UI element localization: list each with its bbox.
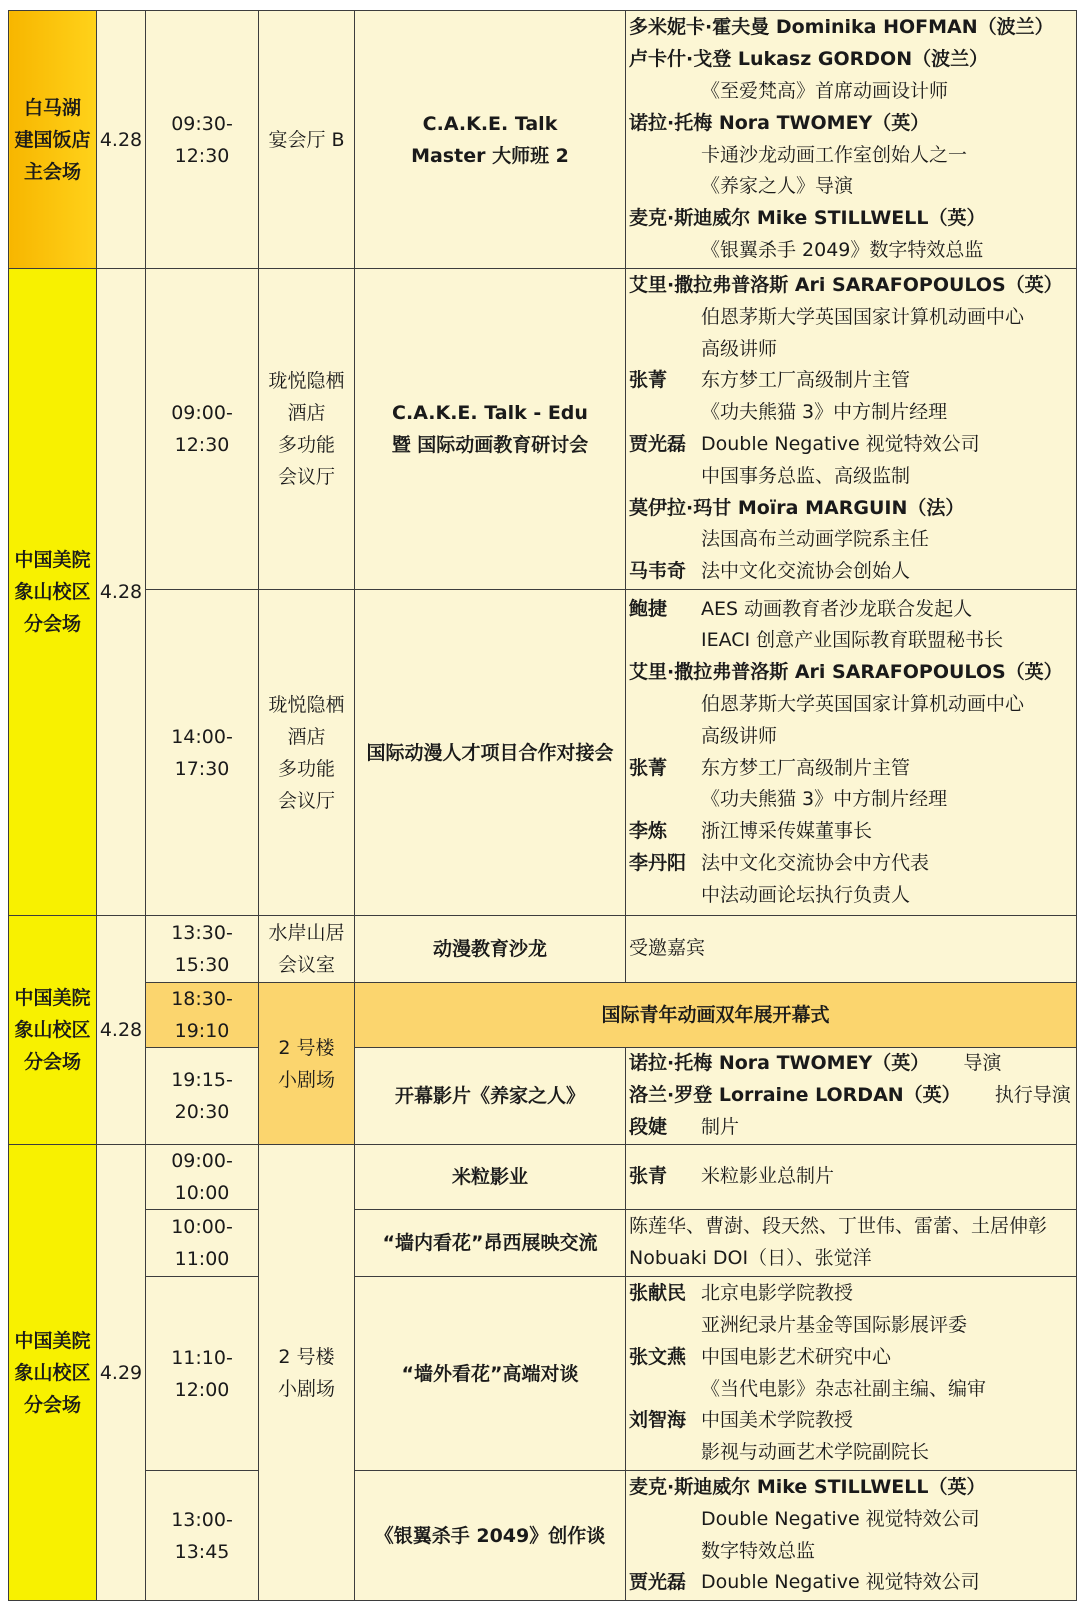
person-line <box>629 556 1076 588</box>
cell-text: 11:10-12:00 <box>171 1346 233 1401</box>
person-line <box>629 140 1076 172</box>
person-name: 马韦奇 <box>629 560 687 583</box>
person-name: 段婕 <box>629 1115 668 1138</box>
schedule-row <box>9 1145 1077 1210</box>
venue-cell <box>9 1145 97 1601</box>
person-detail: IEACI 创意产业国际教育联盟秘书长 <box>701 629 1004 652</box>
cell-text: 4.28 <box>99 1019 143 1041</box>
cell-text: 13:30-15:30 <box>171 922 233 976</box>
person-detail: 高级讲师 <box>701 724 778 747</box>
schedule-row <box>9 1471 1077 1601</box>
cell-text: “墙内看花”昂西展映交流 <box>382 1232 598 1254</box>
cell-text: 多功能 <box>277 757 335 780</box>
person-detail: 《养家之人》导演 <box>701 175 854 198</box>
cell-text: 国际动漫人才项目合作对接会 <box>366 741 614 764</box>
cell-text: 小剧场 <box>277 1068 335 1091</box>
person-detail: 北京电影学院教授 <box>701 1282 854 1305</box>
person-line <box>629 203 1076 235</box>
person-name: 张菁 <box>629 756 668 779</box>
person-detail: 法中文化交流协会创始人 <box>701 560 911 583</box>
person-name: 诺拉·托梅 Nora TWOMEY（英） <box>629 1052 930 1075</box>
person-line <box>629 108 1076 140</box>
date-cell <box>97 916 146 1145</box>
people-cell <box>626 590 1077 916</box>
cell-text: 中国美院 <box>14 1329 91 1352</box>
person-name: 麦克·斯迪威尔 Mike STILLWELL（英） <box>629 1475 986 1498</box>
cell-text: 分会场 <box>23 1051 81 1073</box>
person-line <box>629 302 1076 334</box>
date-cell <box>97 1145 146 1601</box>
schedule-row <box>9 1210 1077 1277</box>
person-line <box>629 1243 1076 1275</box>
cell-text: 4.28 <box>99 581 143 603</box>
person-detail: 影视与动画艺术学院副院长 <box>701 1441 930 1464</box>
person-detail: 中国事务总监、高级监制 <box>701 464 911 487</box>
cell-text: 小剧场 <box>277 1377 335 1400</box>
person-line <box>629 44 1076 76</box>
cell-text: 《银翼杀手 2049》创作谈 <box>374 1524 606 1547</box>
person-name: 诺拉·托梅 Nora TWOMEY（英） <box>629 111 930 134</box>
cell-text: 14:00-17:30 <box>171 725 233 780</box>
person-detail: Double Negative 视觉特效公司 <box>701 1571 980 1594</box>
person-line <box>629 1211 1076 1243</box>
cell-text: 象山校区 <box>14 1361 91 1384</box>
cell-text: 酒店 <box>287 402 326 424</box>
person-detail: Nobuaki DOI（日）、张觉洋 <box>629 1247 872 1269</box>
person-line <box>629 365 1076 397</box>
venue-cell <box>9 916 97 1145</box>
cell-text: 19:15-20:30 <box>171 1069 233 1123</box>
people-cell <box>626 1210 1077 1277</box>
person-line <box>629 1161 1076 1193</box>
person-line <box>629 397 1076 429</box>
person-role: 导演 <box>963 1052 1002 1075</box>
venue-line: 白马湖 <box>23 96 81 119</box>
people-cell <box>626 916 1077 983</box>
people-cell <box>626 11 1077 269</box>
person-detail: 法中文化交流协会中方代表 <box>701 851 930 874</box>
person-line <box>629 429 1076 461</box>
time-cell <box>146 1277 259 1471</box>
person-detail: 东方梦工厂高级制片主管 <box>701 369 911 392</box>
person-detail: 《至爱梵高》首席动画设计师 <box>701 79 949 102</box>
time-cell <box>146 1048 259 1145</box>
schedule-row <box>9 269 1077 590</box>
cell-text: 18:30-19:10 <box>171 988 233 1042</box>
cell-text: 4.28 <box>99 128 143 151</box>
person-detail: 中国美术学院教授 <box>701 1409 854 1432</box>
person-line <box>629 1504 1076 1536</box>
cell-text: 多功能 <box>277 434 335 456</box>
event-cell <box>355 1048 626 1145</box>
person-line <box>629 933 1076 965</box>
person-line <box>629 1278 1076 1310</box>
cell-text: 会议厅 <box>277 789 335 812</box>
cell-text: 国际青年动画双年展开幕式 <box>601 1004 830 1026</box>
cell-text: 09:30-12:30 <box>171 112 233 167</box>
room-cell <box>259 916 355 983</box>
schedule-row <box>9 1277 1077 1471</box>
time-cell <box>146 1210 259 1277</box>
person-line <box>629 524 1076 556</box>
person-detail: 法国高布兰动画学院系主任 <box>701 528 930 551</box>
cell-text: 动漫教育沙龙 <box>432 938 547 960</box>
event-cell <box>355 1145 626 1210</box>
person-detail: 数字特效总监 <box>701 1539 816 1562</box>
cell-text: 分会场 <box>23 613 81 635</box>
person-detail: 陈莲华、曹澍、段天然、丁世伟、雷蕾、土居伸彰 <box>629 1215 1048 1238</box>
cell-text: 酒店 <box>287 725 326 748</box>
person-name: 李丹阳 <box>629 851 687 874</box>
venue-cell <box>9 269 97 916</box>
event-cell <box>355 1210 626 1277</box>
cell-text: 中国美院 <box>14 549 91 571</box>
date-cell <box>97 11 146 269</box>
cell-text: 中国美院 <box>14 987 91 1009</box>
people-cell <box>626 1277 1077 1471</box>
person-detail: 亚洲纪录片基金等国际影展评委 <box>701 1313 968 1336</box>
person-line <box>629 1405 1076 1437</box>
person-name: 艾里·撒拉弗普洛斯 Ari SARAFOPOULOS（英） <box>629 661 1063 684</box>
cell-text: 2 号楼 <box>278 1345 335 1368</box>
schedule-row <box>9 916 1077 983</box>
person-line <box>629 1342 1076 1374</box>
person-name: 莫伊拉·玛甘 Moïra MARGUIN（法） <box>629 496 965 519</box>
date-cell <box>97 269 146 916</box>
person-line <box>629 493 1076 525</box>
person-line <box>629 1567 1076 1599</box>
venue-line: 主会场 <box>23 160 81 183</box>
person-line <box>629 1080 1076 1112</box>
cell-text: 2 号楼 <box>278 1036 335 1059</box>
person-line <box>629 1437 1076 1469</box>
person-detail: 制片 <box>701 1115 740 1138</box>
person-line <box>629 784 1076 816</box>
cell-text: 水岸山居 <box>268 922 345 944</box>
person-name: 张文燕 <box>629 1345 687 1368</box>
person-line <box>629 235 1076 267</box>
person-line <box>629 461 1076 493</box>
cell-text: 09:00-12:30 <box>171 402 233 456</box>
person-name: 多米妮卡·霍夫曼 Dominika HOFMAN（波兰） <box>629 16 1054 39</box>
person-line <box>629 334 1076 366</box>
person-line <box>629 816 1076 848</box>
person-detail: 浙江博采传媒董事长 <box>701 820 873 843</box>
person-detail: AES 动画教育者沙龙联合发起人 <box>701 597 973 620</box>
person-line <box>629 12 1076 44</box>
cell-text: 象山校区 <box>14 581 91 603</box>
cell-text: 10:00-11:00 <box>171 1216 233 1270</box>
schedule-table <box>8 10 1077 1601</box>
cell-text: “墙外看花”高端对谈 <box>401 1362 579 1385</box>
person-detail: 《当代电影》杂志社副主编、编审 <box>701 1377 987 1400</box>
person-line <box>629 270 1076 302</box>
room-cell <box>259 590 355 916</box>
cell-text: 09:00-10:00 <box>171 1150 233 1204</box>
person-detail: 《功夫熊猫 3》中方制片经理 <box>701 401 948 424</box>
person-line <box>629 625 1076 657</box>
person-line <box>629 880 1076 912</box>
person-name: 张青 <box>629 1165 668 1188</box>
person-detail: 伯恩茅斯大学英国国家计算机动画中心 <box>701 305 1025 328</box>
person-detail: 《功夫熊猫 3》中方制片经理 <box>701 788 948 811</box>
cell-text: 米粒影业 <box>451 1166 528 1188</box>
person-line <box>629 1374 1076 1406</box>
person-name: 麦克·斯迪威尔 Mike STILLWELL（英） <box>629 207 986 230</box>
person-name: 卢卡什·戈登 Lukasz GORDON（波兰） <box>629 48 989 71</box>
event-cell <box>355 1471 626 1601</box>
schedule-row <box>9 11 1077 269</box>
person-detail: 伯恩茅斯大学英国国家计算机动画中心 <box>701 692 1025 715</box>
time-cell <box>146 269 259 590</box>
person-detail: 米粒影业总制片 <box>701 1165 835 1188</box>
event-cell <box>355 916 626 983</box>
person-name: 贾光磊 <box>629 1571 687 1594</box>
event-cell <box>355 11 626 269</box>
person-detail: 卡通沙龙动画工作室创始人之一 <box>701 143 968 166</box>
person-name: 贾光磊 <box>629 433 687 455</box>
schedule-row <box>9 983 1077 1048</box>
schedule-row <box>9 590 1077 916</box>
person-detail: Double Negative 视觉特效公司 <box>701 433 980 455</box>
cell-text: 开幕影片《养家之人》 <box>394 1085 585 1107</box>
cell-text: C.A.K.E. Talk <box>422 112 558 135</box>
person-name: 鲍捷 <box>629 597 668 620</box>
cell-text: 会议厅 <box>277 466 335 488</box>
person-line <box>629 689 1076 721</box>
people-cell <box>626 1145 1077 1210</box>
person-name: 刘智海 <box>629 1409 687 1432</box>
person-detail: 《银翼杀手 2049》数字特效总监 <box>701 238 984 261</box>
person-line <box>629 848 1076 880</box>
time-cell <box>146 11 259 269</box>
person-line <box>629 753 1076 785</box>
cell-text: C.A.K.E. Talk - Edu <box>392 402 588 424</box>
person-line <box>629 657 1076 689</box>
people-cell <box>626 269 1077 590</box>
room-cell <box>259 11 355 269</box>
cell-text: 会议室 <box>277 954 335 976</box>
schedule-row <box>9 1048 1077 1145</box>
person-name: 张献民 <box>629 1282 687 1305</box>
person-detail: Double Negative 视觉特效公司 <box>701 1507 980 1530</box>
venue-line: 建国饭店 <box>14 128 91 151</box>
person-line <box>629 1536 1076 1568</box>
time-cell <box>146 590 259 916</box>
room-cell <box>259 1145 355 1601</box>
cell-text: 珑悦隐栖 <box>268 370 345 392</box>
room-cell <box>259 983 355 1145</box>
venue-cell <box>9 11 97 269</box>
person-detail: 中国电影艺术研究中心 <box>701 1345 892 1368</box>
person-line <box>629 594 1076 626</box>
person-line <box>629 721 1076 753</box>
people-cell <box>626 1471 1077 1601</box>
room-cell <box>259 269 355 590</box>
person-line <box>629 1112 1076 1144</box>
cell-text: 暨 国际动画教育研讨会 <box>391 434 589 456</box>
cell-text: 珑悦隐栖 <box>268 693 345 716</box>
event-cell <box>355 269 626 590</box>
person-line <box>629 1048 1076 1080</box>
cell-text: 象山校区 <box>14 1019 91 1041</box>
person-role: 执行导演 <box>994 1084 1071 1107</box>
cell-text: Master 大师班 2 <box>411 144 569 167</box>
cell-text: 13:00-13:45 <box>171 1508 233 1563</box>
person-line <box>629 171 1076 203</box>
person-name: 洛兰·罗登 Lorraine LORDAN（英） <box>629 1084 961 1107</box>
person-detail: 中法动画论坛执行负责人 <box>701 883 911 906</box>
event-cell <box>355 1277 626 1471</box>
person-name: 张菁 <box>629 369 668 392</box>
person-detail: 高级讲师 <box>701 337 778 360</box>
cell-text: 宴会厅 B <box>268 128 345 151</box>
time-cell <box>146 1145 259 1210</box>
person-line <box>629 76 1076 108</box>
event-cell <box>355 590 626 916</box>
person-detail: 东方梦工厂高级制片主管 <box>701 756 911 779</box>
cell-text: 分会场 <box>23 1393 81 1416</box>
people-cell <box>626 1048 1077 1145</box>
person-name: 李炼 <box>629 820 668 843</box>
time-cell <box>146 916 259 983</box>
time-cell <box>146 1471 259 1601</box>
event-cell <box>355 983 1077 1048</box>
person-name: 艾里·撒拉弗普洛斯 Ari SARAFOPOULOS（英） <box>629 274 1063 297</box>
person-detail: 受邀嘉宾 <box>629 937 706 960</box>
time-cell <box>146 983 259 1048</box>
person-line <box>629 1472 1076 1504</box>
person-line <box>629 1310 1076 1342</box>
cell-text: 4.29 <box>99 1361 143 1384</box>
